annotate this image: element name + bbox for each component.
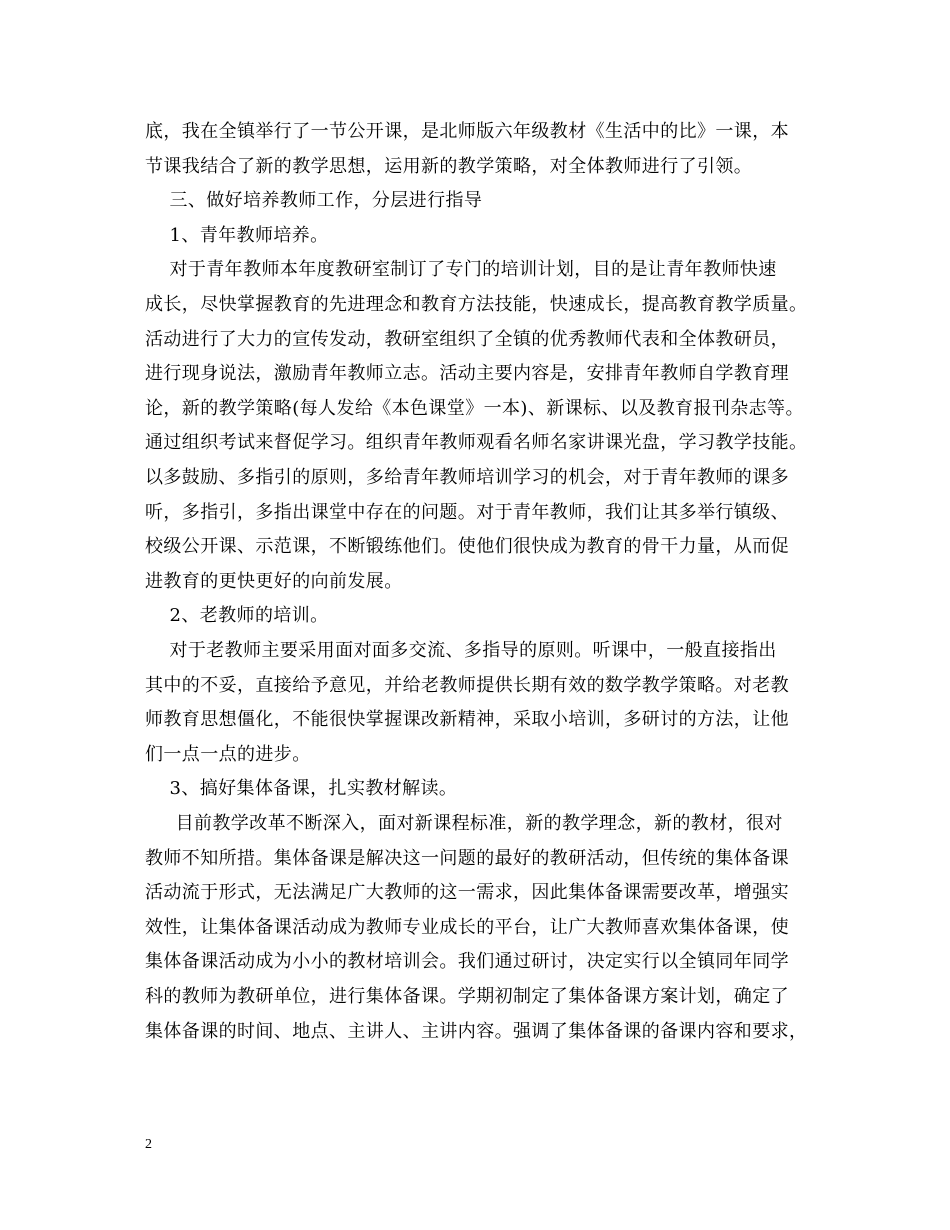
text-line: 论，新的教学策略(每人发给《本色课堂》一本)、新课标、以及教育报刊杂志等。	[145, 397, 804, 419]
text-line: 1、青年教师培养。	[145, 224, 329, 246]
text-line: 听，多指引，多指出课堂中存在的问题。对于青年教师，我们让其多举行镇级、	[145, 501, 789, 523]
text-line: 成长，尽快掌握教育的先进理念和教育方法技能，快速成长，提高教育教学质量。	[145, 294, 808, 315]
text-line: 校级公开课、示范课，不断锻练他们。使他们很快成为教育的骨干力量，从而促	[145, 536, 789, 558]
text-line: 效性，让集体备课活动成为教师专业成长的平台，让广大教师喜欢集体备课，使	[145, 916, 789, 938]
text-line: 活动流于形式，无法满足广大教师的这一需求，因此集体备课需要改革，增强实	[145, 882, 789, 904]
page-number: 2	[145, 1137, 152, 1152]
text-line: 师教育思想僵化，不能很快掌握课改新精神，采取小培训，多研讨的方法，让他	[145, 709, 789, 731]
text-line: 进教育的更快更好的向前发展。	[145, 570, 403, 592]
text-line: 节课我结合了新的教学思想，运用新的教学策略，对全体教师进行了引领。	[145, 155, 753, 177]
text-line: 科的教师为教研单位，进行集体备课。学期初制定了集体备课方案计划，确定了	[145, 986, 789, 1007]
text-line: 集体备课的时间、地点、主讲人、主讲内容。强调了集体备课的备课内容和要求，	[145, 1020, 808, 1042]
text-line: 们一点一点的进步。	[145, 743, 311, 765]
text-line: 三、做好培养教师工作，分层进行指导	[145, 190, 483, 212]
text-line: 对于青年教师本年度教研室制订了专门的培训计划，目的是让青年教师快速	[145, 259, 777, 281]
text-line: 底，我在全镇举行了一节公开课，是北师版六年级教材《生活中的比》一课，本	[145, 121, 789, 142]
text-line: 目前教学改革不断深入，面对新课程标准，新的教学理念，新的教材，很对	[145, 813, 783, 834]
text-line: 活动进行了大力的宣传发动，教研室组织了全镇的优秀教师代表和全体教研员，	[145, 328, 789, 350]
text-line: 集体备课活动成为小小的教材培训会。我们通过研讨，决定实行以全镇同年同学	[145, 951, 789, 973]
text-line: 其中的不妥，直接给予意见，并给老教师提供长期有效的数学教学策略。对老教	[145, 674, 789, 696]
text-line: 对于老教师主要采用面对面多交流、多指导的原则。听课中，一般直接指出	[145, 640, 777, 661]
text-line: 教师不知所措。集体备课是解决这一问题的最好的教研活动，但传统的集体备课	[145, 847, 789, 869]
text-line: 2、老教师的培训。	[145, 605, 329, 627]
text-line: 通过组织考试来督促学习。组织青年教师观看名师名家讲课光盘，学习教学技能。	[145, 432, 808, 454]
text-line: 3、搞好集体备课，扎实教材解读。	[145, 778, 458, 800]
text-line: 以多鼓励、多指引的原则，多给青年教师培训学习的机会，对于青年教师的课多	[145, 467, 789, 488]
text-line: 进行现身说法，激励青年教师立志。活动主要内容是，安排青年教师自学教育理	[145, 363, 789, 385]
